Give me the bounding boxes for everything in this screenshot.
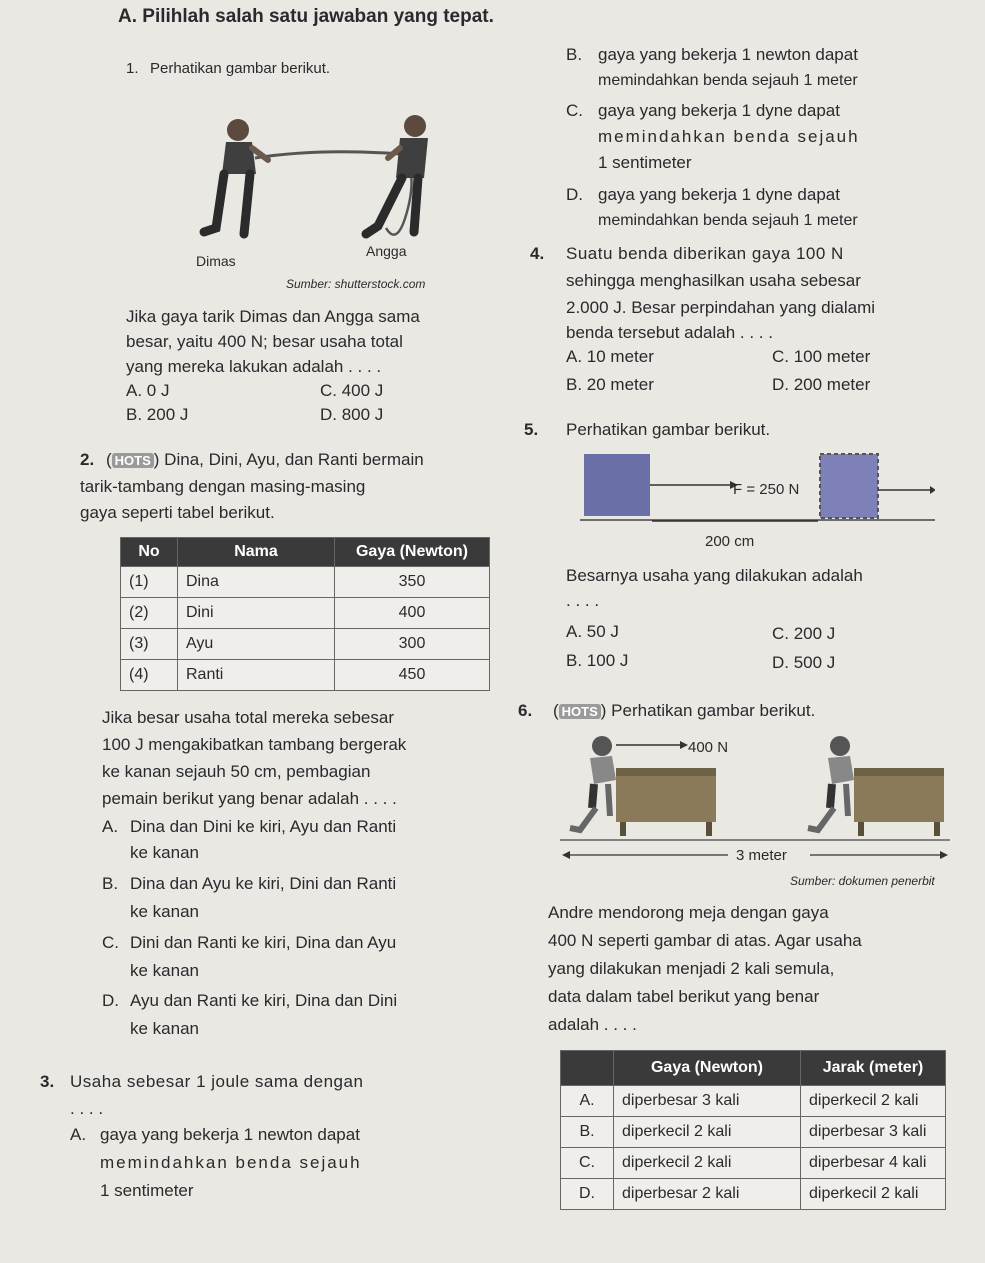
q2-after-line-2: 100 J mengakibatkan tambang bergerak bbox=[102, 735, 407, 754]
q5-option-c[interactable]: C. 200 J bbox=[772, 624, 836, 643]
q1-text-line-2: besar, yaitu 400 N; besar usaha total bbox=[126, 332, 403, 351]
q3-option-d-letter[interactable]: D. bbox=[566, 185, 583, 204]
dimas-figure bbox=[204, 119, 268, 234]
q2-option-b-line-1[interactable]: Dina dan Ayu ke kiri, Dini dan Ranti bbox=[130, 874, 397, 893]
q6-options-table bbox=[560, 1050, 946, 1210]
table-cell: Ayu bbox=[178, 629, 335, 660]
table-cell[interactable]: B. bbox=[561, 1117, 614, 1148]
q3-option-b-line-2[interactable]: memindahkan benda sejauh 1 meter bbox=[598, 72, 858, 89]
table-cell: (3) bbox=[121, 629, 178, 660]
block-end bbox=[820, 454, 878, 518]
q3-text-line-2: . . . . bbox=[70, 1099, 104, 1118]
desk-start bbox=[616, 768, 716, 836]
table-row[interactable] bbox=[561, 1148, 946, 1179]
q2-option-d-line-1[interactable]: Ayu dan Ranti ke kiri, Dina dan Dini bbox=[130, 991, 398, 1010]
q2-option-a-line-1[interactable]: Dina dan Dini ke kiri, Ayu dan Ranti bbox=[130, 817, 397, 836]
q1-fig-label-dimas: Dimas bbox=[196, 253, 236, 269]
q2-option-c-letter[interactable]: C. bbox=[102, 933, 119, 952]
q6-fig-source: Sumber: dokumen penerbit bbox=[790, 874, 935, 888]
block-start bbox=[584, 454, 650, 516]
q4-text-line-4: benda tersebut adalah . . . . bbox=[566, 323, 773, 342]
q4-option-b[interactable]: B. 20 meter bbox=[566, 375, 654, 394]
q5-prompt: Perhatikan gambar berikut. bbox=[566, 420, 771, 439]
table-cell[interactable]: C. bbox=[561, 1148, 614, 1179]
q2-option-c-line-2[interactable]: ke kanan bbox=[130, 961, 199, 980]
q3-option-a-letter[interactable]: A. bbox=[70, 1125, 87, 1144]
table-cell: Dini bbox=[178, 598, 335, 629]
q1-fig-label-angga: Angga bbox=[366, 243, 407, 259]
q2-option-b-line-2[interactable]: ke kanan bbox=[130, 902, 199, 921]
table-cell: diperbesar 2 kali bbox=[614, 1179, 801, 1210]
q3-option-c-letter[interactable]: C. bbox=[566, 101, 583, 120]
q3-option-a-line-3[interactable]: 1 sentimeter bbox=[100, 1181, 194, 1200]
table-cell: 300 bbox=[335, 629, 490, 660]
q6-number: 6. bbox=[518, 701, 533, 720]
table-row bbox=[121, 567, 490, 598]
q2-after-line-3: ke kanan sejauh 50 cm, pembagian bbox=[102, 762, 371, 781]
table-header: Gaya (Newton) bbox=[335, 538, 490, 567]
desk-end bbox=[854, 768, 944, 836]
table-row bbox=[121, 660, 490, 691]
q6-text-line-2: 400 N seperti gambar di atas. Agar usaha bbox=[548, 931, 862, 950]
table-cell: (2) bbox=[121, 598, 178, 629]
q2-option-b-letter[interactable]: B. bbox=[102, 874, 119, 893]
tug-of-war-illustration bbox=[160, 108, 460, 258]
table-header: Gaya (Newton) bbox=[614, 1051, 801, 1086]
q6-text-line-4: data dalam tabel berikut yang benar bbox=[548, 987, 820, 1006]
q4-text-line-1: Suatu benda diberikan gaya 100 N bbox=[566, 244, 844, 263]
table-header: Nama bbox=[178, 538, 335, 567]
q2-option-a-line-2[interactable]: ke kanan bbox=[130, 843, 199, 862]
q6-prompt-line: ( HOTS ) Perhatikan gambar berikut. bbox=[553, 701, 816, 720]
q2-after-line-4: pemain berikut yang benar adalah . . . . bbox=[102, 789, 397, 808]
q4-text-line-3: 2.000 J. Besar perpindahan yang dialami bbox=[566, 298, 876, 317]
q5-option-d[interactable]: D. 500 J bbox=[772, 653, 836, 672]
q1-text-line-3: yang mereka lakukan adalah . . . . bbox=[126, 357, 382, 376]
q5-text-line-2: . . . . bbox=[566, 591, 600, 610]
table-cell: diperbesar 3 kali bbox=[614, 1086, 801, 1117]
q3-option-c-line-1[interactable]: gaya yang bekerja 1 dyne dapat bbox=[598, 101, 840, 120]
table-row[interactable] bbox=[561, 1086, 946, 1117]
rope bbox=[255, 152, 400, 158]
q1-fig-source: Sumber: shutterstock.com bbox=[286, 277, 426, 291]
hots-badge: HOTS bbox=[112, 453, 154, 468]
q3-text-line-1: Usaha sebesar 1 joule sama dengan bbox=[70, 1072, 364, 1091]
table-cell[interactable]: A. bbox=[561, 1086, 614, 1117]
table-cell: 450 bbox=[335, 660, 490, 691]
q6-text-line-5: adalah . . . . bbox=[548, 1015, 637, 1034]
q5-option-b[interactable]: B. 100 J bbox=[566, 651, 629, 670]
table-cell: diperkecil 2 kali bbox=[614, 1148, 801, 1179]
table-row[interactable] bbox=[561, 1117, 946, 1148]
table-cell: diperkecil 2 kali bbox=[801, 1086, 946, 1117]
q5-distance-arrow bbox=[650, 515, 820, 527]
q2-option-a-letter[interactable]: A. bbox=[102, 817, 119, 836]
table-header-row bbox=[561, 1051, 946, 1086]
table-row bbox=[121, 629, 490, 660]
angga-figure bbox=[366, 115, 428, 234]
q4-option-c[interactable]: C. 100 meter bbox=[772, 347, 871, 366]
q5-number: 5. bbox=[524, 420, 539, 439]
q3-option-d-line-1[interactable]: gaya yang bekerja 1 dyne dapat bbox=[598, 185, 840, 204]
table-row[interactable] bbox=[561, 1179, 946, 1210]
q3-option-c-line-2[interactable]: memindahkan benda sejauh bbox=[598, 127, 860, 146]
q1-text-line-1: Jika gaya tarik Dimas dan Angga sama bbox=[126, 307, 420, 326]
q1-option-b[interactable]: B. 200 J bbox=[126, 405, 189, 424]
q3-option-d-line-2[interactable]: memindahkan benda sejauh 1 meter bbox=[598, 212, 858, 229]
q3-option-c-line-3[interactable]: 1 sentimeter bbox=[598, 153, 692, 172]
q5-text-line-1: Besarnya usaha yang dilakukan adalah bbox=[566, 566, 863, 585]
q1-number: 1. bbox=[126, 60, 139, 77]
q1-option-d[interactable]: D. 800 J bbox=[320, 405, 384, 424]
q6-force-label: 400 N bbox=[688, 739, 729, 756]
table-header: No bbox=[121, 538, 178, 567]
q2-after-line-1: Jika besar usaha total mereka sebesar bbox=[102, 708, 394, 727]
table-cell: diperbesar 4 kali bbox=[801, 1148, 946, 1179]
q1-option-a[interactable]: A. 0 J bbox=[126, 381, 170, 400]
table-cell: 400 bbox=[335, 598, 490, 629]
section-title: A. Pilihlah salah satu jawaban yang tepat. bbox=[118, 6, 494, 27]
q2-option-d-line-2[interactable]: ke kanan bbox=[130, 1019, 199, 1038]
table-header-row bbox=[121, 538, 490, 567]
q2-option-d-letter[interactable]: D. bbox=[102, 991, 119, 1010]
table-row bbox=[121, 598, 490, 629]
andre-figure-start bbox=[570, 736, 616, 830]
table-cell: diperbesar 3 kali bbox=[801, 1117, 946, 1148]
table-cell: diperkecil 2 kali bbox=[801, 1179, 946, 1210]
q6-text-line-3: yang dilakukan menjadi 2 kali semula, bbox=[548, 959, 835, 978]
q5-force-label: F = 250 N bbox=[733, 481, 800, 498]
q3-option-a-line-2[interactable]: memindahkan benda sejauh bbox=[100, 1153, 362, 1172]
table-cell: (4) bbox=[121, 660, 178, 691]
table-header bbox=[561, 1051, 614, 1086]
q3-number: 3. bbox=[40, 1072, 55, 1091]
q6-text-line-1: Andre mendorong meja dengan gaya bbox=[548, 903, 829, 922]
q2-force-table bbox=[120, 537, 490, 691]
q2-first-line: ( HOTS ) Dina, Dini, Ayu, dan Ranti bermain bbox=[106, 450, 424, 469]
q2-text-line-2: tarik-tambang dengan masing-masing bbox=[80, 477, 366, 496]
table-cell[interactable]: D. bbox=[561, 1179, 614, 1210]
q4-option-a[interactable]: A. 10 meter bbox=[566, 347, 654, 366]
q4-option-d[interactable]: D. 200 meter bbox=[772, 375, 871, 394]
q3-option-a-line-1[interactable]: gaya yang bekerja 1 newton dapat bbox=[100, 1125, 360, 1144]
q6-distance-label: 3 meter bbox=[736, 847, 787, 864]
hots-badge: HOTS bbox=[559, 704, 601, 719]
table-cell: Dina bbox=[178, 567, 335, 598]
table-cell: Ranti bbox=[178, 660, 335, 691]
q2-option-c-line-1[interactable]: Dini dan Ranti ke kiri, Dina dan Ayu bbox=[130, 933, 397, 952]
q1-prompt: Perhatikan gambar berikut. bbox=[150, 60, 331, 77]
table-header: Jarak (meter) bbox=[801, 1051, 946, 1086]
q2-text-line-3: gaya seperti tabel berikut. bbox=[80, 503, 275, 522]
q5-option-a[interactable]: A. 50 J bbox=[566, 622, 619, 641]
andre-figure-end bbox=[808, 736, 854, 830]
q3-option-b-letter[interactable]: B. bbox=[566, 45, 583, 64]
q1-option-c[interactable]: C. 400 J bbox=[320, 381, 384, 400]
q5-distance-label: 200 cm bbox=[705, 533, 755, 550]
q2-number: 2. bbox=[80, 450, 95, 469]
q4-number: 4. bbox=[530, 244, 545, 263]
table-cell: (1) bbox=[121, 567, 178, 598]
table-cell: diperkecil 2 kali bbox=[614, 1117, 801, 1148]
table-cell: 350 bbox=[335, 567, 490, 598]
q3-option-b-line-1[interactable]: gaya yang bekerja 1 newton dapat bbox=[598, 45, 858, 64]
q4-text-line-2: sehingga menghasilkan usaha sebesar bbox=[566, 271, 861, 290]
